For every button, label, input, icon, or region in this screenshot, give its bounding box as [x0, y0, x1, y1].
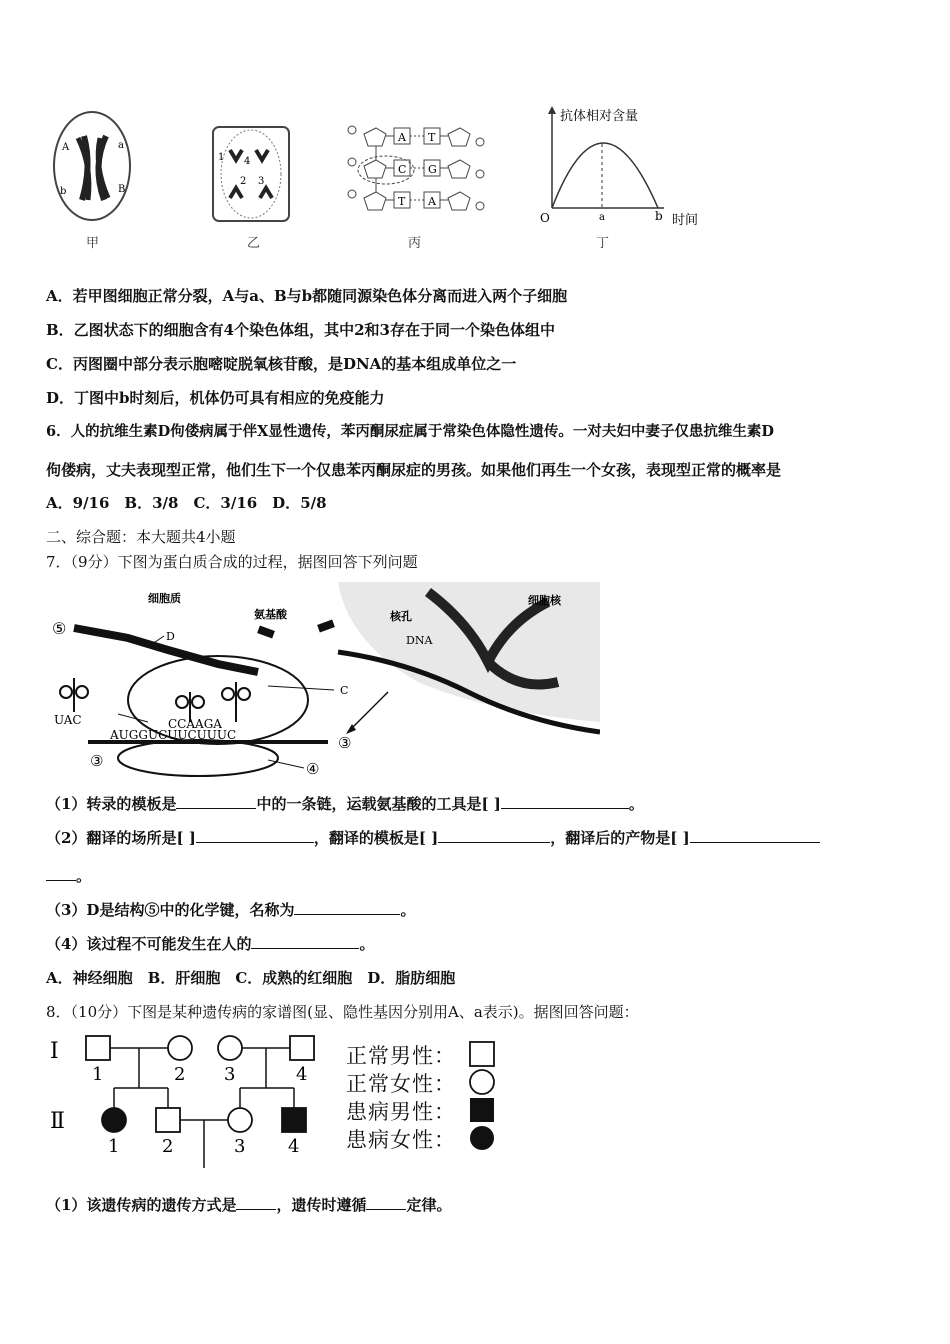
label-c3-left: ③: [90, 752, 104, 770]
legend-affected-female: 患病女性：: [346, 1128, 456, 1152]
q7-sub2-b: ，翻译的模板是[ ]: [313, 829, 439, 847]
q7-sub3-a: （3）D是结构⑤中的化学键，名称为: [46, 901, 295, 919]
gen1-num-4: 4: [296, 1064, 308, 1085]
q8-stem: 8．（10分）下图是某种遗传病的家谱图(显、隐性基因分别用A、a表示)。据图回答问题：: [46, 1003, 639, 1021]
answer-blank[interactable]: [294, 900, 400, 915]
gen1-num-2: 2: [174, 1064, 186, 1085]
pedigree-I1: [86, 1036, 110, 1060]
gen-1-label: Ⅰ: [50, 1039, 59, 1064]
answer-blank[interactable]: [251, 934, 359, 949]
ding-xlabel: 时间: [672, 213, 699, 228]
pedigree-I3: [218, 1036, 242, 1060]
q7-sub2-a: （2）翻译的场所是[ ]: [46, 829, 196, 847]
q5-option-d: D．丁图中b时刻后，机体仍可具有相应的免疫能力: [46, 389, 385, 407]
gen1-num-3: 3: [224, 1064, 236, 1085]
legend-square-filled-icon: [470, 1098, 494, 1122]
figure-bing: [342, 120, 492, 220]
bing-base-5: T: [398, 195, 406, 208]
bing-base-6: A: [428, 195, 436, 208]
legend-symbols: [468, 1040, 502, 1152]
q8-sub1-a: （1）该遗传病的遗传方式是: [46, 1196, 237, 1214]
q7-stem: 7．（9分）下图为蛋白质合成的过程，据图回答下列问题: [46, 553, 418, 571]
jia-label-B: B: [118, 184, 126, 195]
label-trna-mid: CCAAGA: [168, 717, 222, 731]
bing-base-4: G: [428, 163, 437, 176]
bing-base-2: T: [428, 131, 436, 144]
label-c4: ④: [306, 760, 320, 778]
q5-option-b: B．乙图状态下的细胞含有4个染色体组，其中2和3存在于同一个染色体组中: [46, 321, 555, 339]
yi-label-3: 3: [258, 176, 265, 187]
figure-pedigree: [48, 1032, 338, 1172]
q7-sub1-b: 中的一条链，运载氨基酸的工具是[ ]: [256, 795, 501, 813]
bing-base-3: C: [398, 163, 407, 176]
pedigree-II4: [282, 1108, 306, 1132]
answer-blank[interactable]: [236, 1195, 276, 1210]
q5-option-a: A．若甲图细胞正常分裂，A与a、B与b都随同源染色体分离而进入两个子细胞: [46, 287, 568, 305]
q7-sub2-continued: [46, 866, 91, 886]
q7-sub3-b: 。: [400, 901, 416, 919]
yi-label-1: 1: [218, 152, 225, 163]
gen2-num-2: 2: [162, 1136, 174, 1157]
gen2-num-4: 4: [288, 1136, 300, 1157]
jia-label-a: a: [118, 140, 124, 151]
yi-label-2: 2: [240, 176, 247, 187]
legend-square-open-icon: [470, 1042, 494, 1066]
bing-base-1: A: [398, 131, 406, 144]
q7-sub1-c: 。: [628, 795, 644, 813]
legend-circle-open-icon: [470, 1070, 494, 1094]
q8-sub1-c: 定律。: [406, 1196, 452, 1214]
label-dna: DNA: [406, 634, 433, 647]
label-pore: 核孔: [390, 610, 412, 623]
q6-stem-line1: 6．人的抗维生素D佝偻病属于伴X显性遗传，苯丙酮尿症属于常染色体隐性遗传。一对夫妇中妻子仅患抗维生素D: [46, 423, 774, 440]
answer-blank[interactable]: [46, 866, 76, 881]
figure-yi: [210, 124, 292, 224]
answer-blank[interactable]: [501, 794, 629, 809]
legend-circle-filled-icon: [470, 1126, 494, 1150]
q7-sub2-c: ，翻译后的产物是[ ]: [550, 829, 690, 847]
pedigree-II1: [102, 1108, 126, 1132]
figure-protein-synthesis: [48, 582, 600, 778]
label-anticodon: UAC: [54, 713, 82, 727]
gen-2-label: Ⅱ: [50, 1109, 65, 1134]
jia-label-b: b: [60, 186, 67, 197]
figure-ding: [536, 104, 716, 230]
label-c: C: [340, 684, 349, 697]
q7-sub1: [46, 794, 644, 814]
q7-sub3: [46, 900, 415, 920]
q7-sub2: [46, 828, 820, 848]
caption-jia: 甲: [86, 236, 100, 251]
q7-sub4-b: 。: [359, 935, 375, 953]
caption-yi: 乙: [247, 236, 261, 251]
pedigree-I4: [290, 1036, 314, 1060]
pedigree-II2: [156, 1108, 180, 1132]
label-c5: ⑤: [52, 619, 67, 638]
answer-blank[interactable]: [196, 828, 314, 843]
q5-option-c: C．丙图圈中部分表示胞嘧啶脱氧核苷酸，是DNA的基本组成单位之一: [46, 355, 517, 373]
answer-blank[interactable]: [438, 828, 550, 843]
q7-sub1-a: （1）转录的模板是: [46, 795, 177, 813]
ding-tick-a: a: [599, 212, 605, 223]
jia-label-A: A: [62, 142, 70, 153]
label-d: D: [166, 630, 175, 643]
label-mrna-seq: AUGGUCUUCUUUC: [110, 728, 237, 742]
q6-options: A．9/16 B．3/8 C．3/16 D．5/8: [46, 494, 327, 512]
gen2-num-3: 3: [234, 1136, 246, 1157]
legend-affected-male: 患病男性：: [346, 1100, 456, 1124]
q7-options: A．神经细胞 B．肝细胞 C．成熟的红细胞 D．脂肪细胞: [46, 969, 456, 987]
ding-tick-b: b: [655, 209, 663, 223]
q8-sub1-b: ，遗传时遵循: [276, 1196, 367, 1214]
q8-sub1: [46, 1195, 451, 1215]
label-amino-acid: 氨基酸: [254, 608, 287, 621]
yi-label-4: 4: [244, 156, 251, 167]
q7-sub4: [46, 934, 374, 954]
pedigree-I2: [168, 1036, 192, 1060]
ding-origin: O: [540, 211, 550, 225]
caption-bing: 丙: [408, 236, 422, 251]
legend-normal-male: 正常男性：: [346, 1044, 456, 1068]
figure-jia: [48, 108, 138, 226]
ding-ylabel: 抗体相对含量: [560, 109, 639, 124]
gen2-num-1: 1: [108, 1136, 120, 1157]
q7-sub2-d: 。: [76, 867, 92, 885]
section-heading: 二、综合题：本大题共4小题: [46, 528, 236, 546]
legend-normal-female: 正常女性：: [346, 1072, 456, 1096]
answer-blank[interactable]: [366, 1195, 406, 1210]
label-nucleus: 细胞核: [528, 594, 561, 607]
label-c3-right: ③: [338, 734, 352, 752]
answer-blank[interactable]: [176, 794, 256, 809]
q7-sub4-a: （4）该过程不可能发生在人的: [46, 935, 252, 953]
pedigree-II3: [228, 1108, 252, 1132]
answer-blank[interactable]: [690, 828, 820, 843]
label-cytoplasm: 细胞质: [148, 592, 181, 605]
caption-ding: 丁: [596, 236, 610, 251]
q6-stem-line2: 佝偻病，丈夫表现型正常，他们生下一个仅患苯丙酮尿症的男孩。如果他们再生一个女孩，表现型正常的概率是: [46, 461, 782, 479]
gen1-num-1: 1: [92, 1064, 104, 1085]
